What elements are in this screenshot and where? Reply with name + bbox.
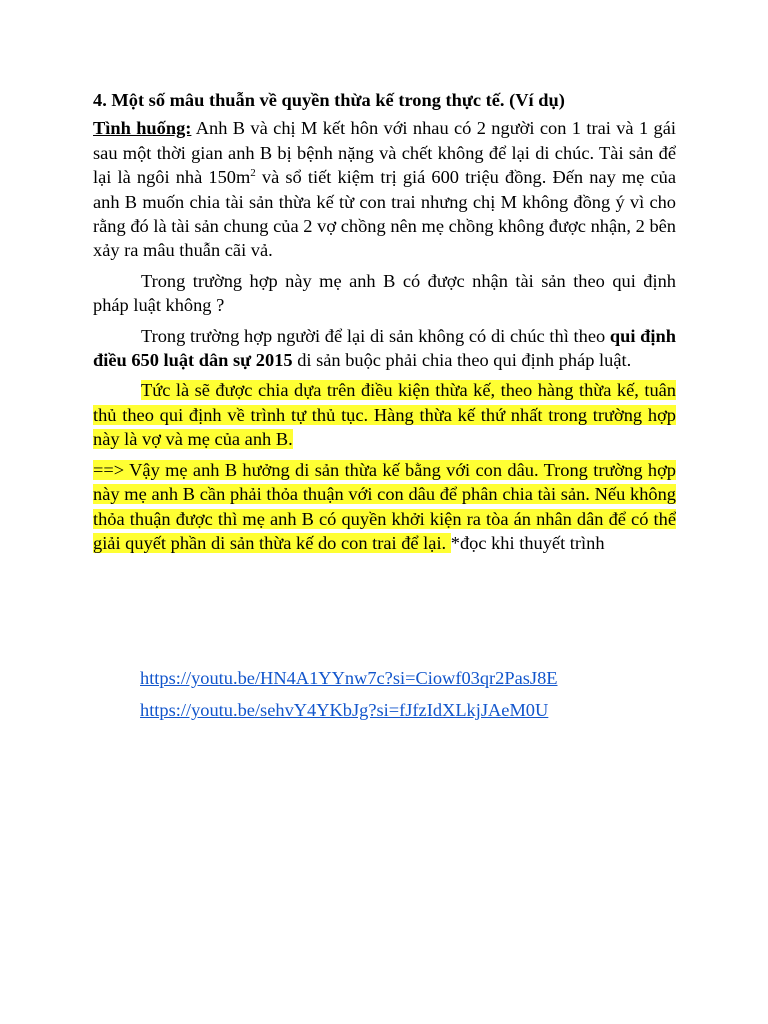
conclusion-paragraph	[93, 458, 676, 556]
presentation-note: *đọc khi thuyết trình	[450, 532, 605, 553]
situation-paragraph	[93, 116, 676, 262]
situation-text: Anh B và chị M kết hôn với nhau có 2 người con 1 trai và 1 gái sau một thời gian anh B bị bệnh nặng và chết không để lại di chúc. Tài sản để lại là ngôi nhà 150m	[93, 118, 676, 188]
situation-text-continued: và sổ tiết kiệm trị giá 600 triệu đồng. Đến nay mẹ của anh B muốn chia tài sản thừa kế từ con trai nhưng chị M không đồng ý vì cho rằng đó là tài sản chung của 2 vợ chồng nên mẹ chồng không được nhận, 2 bên xảy ra mâu thuẫn cãi vả.	[93, 167, 676, 261]
inheritance-order-paragraph	[93, 378, 676, 451]
highlighted-inheritance-text: Tức là sẽ được chia dựa trên điều kiện thừa kế, theo hàng thừa kế, tuân thủ theo qui định về trình tự thủ tục. Hàng thừa kế thứ nhất trong trường hợp này là vợ và mẹ của anh B.	[93, 380, 676, 450]
video-link-1[interactable]: https://youtu.be/HN4A1YYnw7c?si=Ciowf03qr2PasJ8E	[140, 668, 558, 688]
question-paragraph: Trong trường hợp này mẹ anh B có được nhận tài sản theo qui định pháp luật không ?	[93, 270, 676, 316]
section-heading: 4. Một số mâu thuẫn về quyền thừa kế trong thực tế. (Ví dụ)	[93, 90, 565, 110]
law-paragraph	[93, 324, 676, 373]
law-reference: qui định điều 650 luật dân sự 2015	[93, 325, 676, 371]
law-text-after: di sản buộc phải chia theo qui định pháp luật.	[292, 350, 632, 371]
situation-label: Tình huống:	[93, 118, 192, 139]
law-text-before: Trong trường hợp người để lại di sản không có di chúc thì theo	[141, 325, 610, 346]
area-superscript: 2	[250, 167, 256, 180]
video-link-2[interactable]: https://youtu.be/sehvY4YKbJg?si=fJfzIdXLkjJAeM0U	[140, 700, 549, 720]
video-links	[140, 662, 558, 726]
document-body	[93, 88, 676, 561]
highlighted-conclusion-text: ==> Vậy mẹ anh B hưởng di sản thừa kế bằng với con dâu. Trong trường hợp này mẹ anh B cần phải thỏa thuận với con dâu để phân chia tài sản. Nếu không thỏa thuận được thì mẹ anh B có quyền khởi kiện ra tòa án nhân dân để có thể giải quyết phần di sản thừa kế do con trai để lại.	[93, 459, 676, 553]
